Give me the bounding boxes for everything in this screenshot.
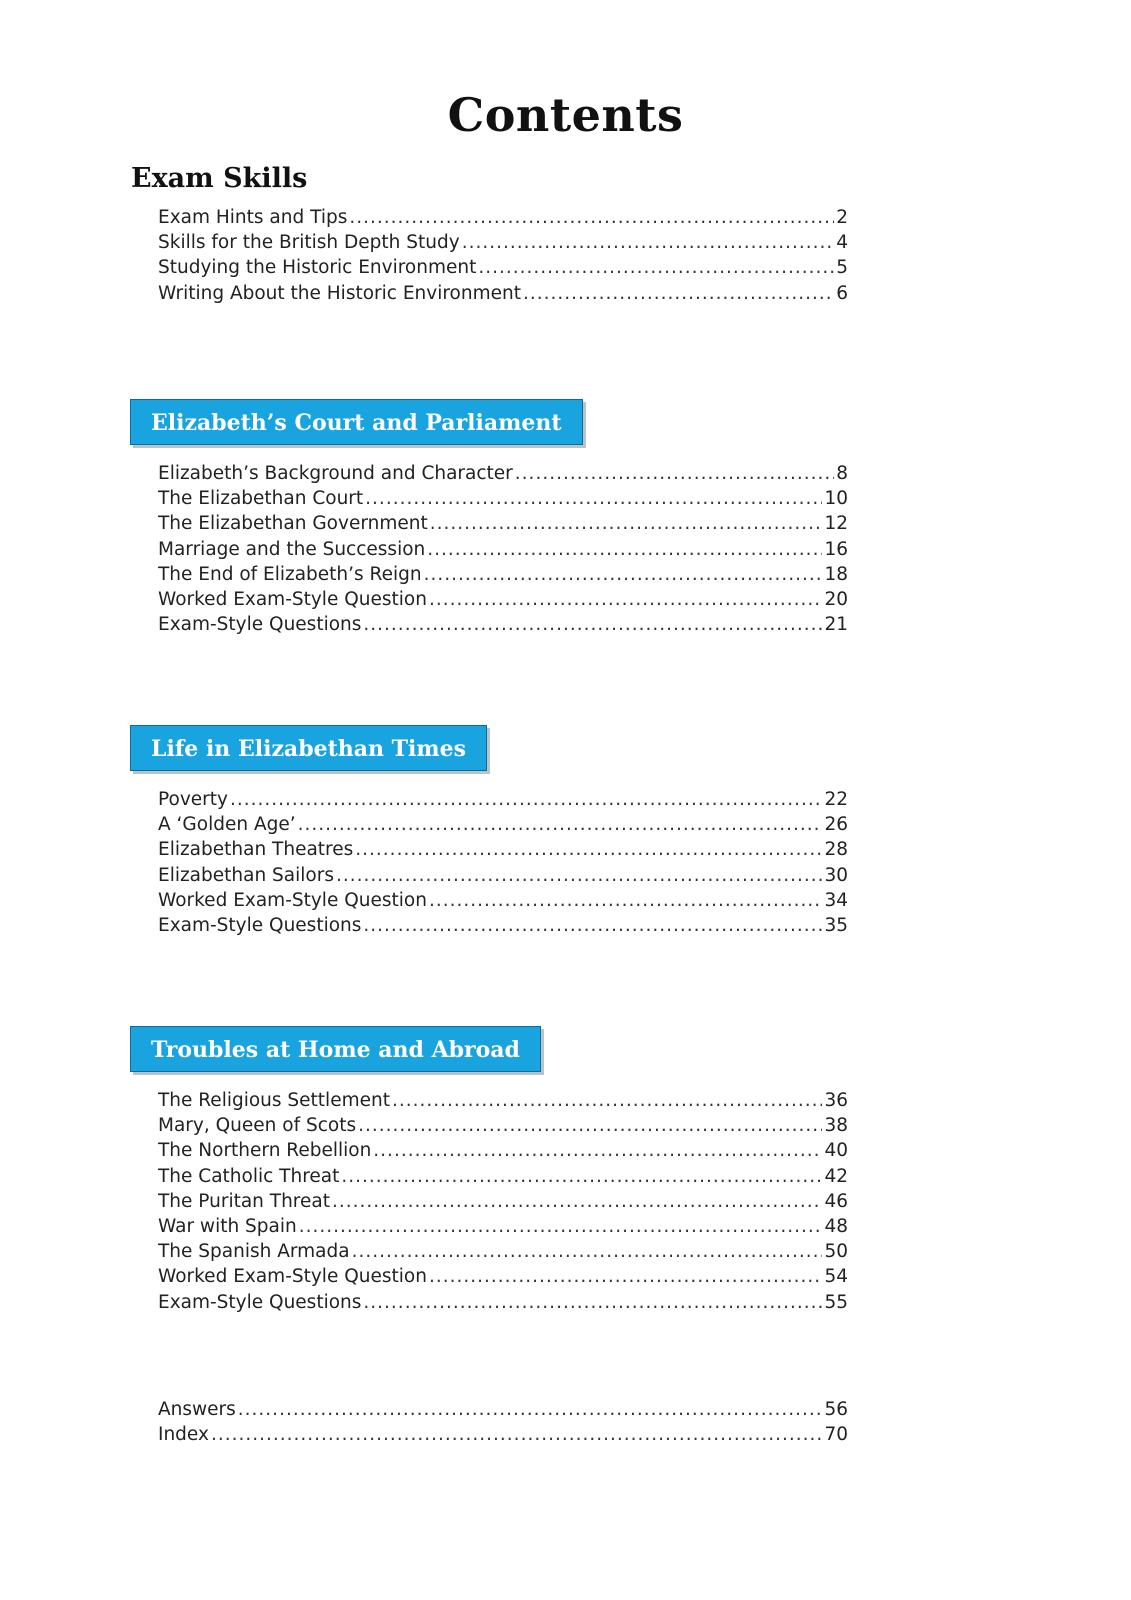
section-banner-court-parliament: Elizabeth’s Court and Parliament xyxy=(130,399,583,445)
dot-leader xyxy=(238,1399,823,1420)
toc-entry-title: War with Spain xyxy=(158,1215,297,1237)
toc-entry-title: The Religious Settlement xyxy=(158,1090,390,1111)
toc-row[interactable] xyxy=(158,915,848,940)
toc-page-number: 38 xyxy=(824,1115,848,1137)
section-heading-exam-skills: Exam Skills xyxy=(131,163,308,194)
toc-row[interactable] xyxy=(158,283,848,308)
dot-leader xyxy=(429,1266,822,1287)
toc-row[interactable] xyxy=(158,839,848,864)
toc-entry-title: Exam-Style Questions xyxy=(158,614,362,636)
toc-row[interactable] xyxy=(158,207,848,232)
toc-row[interactable] xyxy=(158,589,848,614)
toc-row[interactable] xyxy=(158,1241,848,1266)
page-title: Contents xyxy=(447,88,684,142)
toc-row-answers[interactable] xyxy=(158,1399,848,1424)
toc-page-number: 70 xyxy=(824,1424,848,1446)
toc-entry-title: Studying the Historic Environment xyxy=(158,257,477,279)
dot-leader xyxy=(363,614,822,635)
toc-row[interactable] xyxy=(158,232,848,257)
toc-entry-title: The Puritan Threat xyxy=(158,1190,330,1212)
toc-row[interactable] xyxy=(158,539,848,564)
dot-leader xyxy=(332,1191,822,1212)
toc-row[interactable] xyxy=(158,1191,848,1216)
toc-entry-title: The Catholic Threat xyxy=(158,1165,340,1187)
dot-leader xyxy=(299,1216,823,1237)
dot-leader xyxy=(298,814,823,835)
toc-page-number: 42 xyxy=(824,1165,848,1187)
dot-leader xyxy=(478,257,834,278)
dot-leader xyxy=(523,283,834,304)
dot-leader xyxy=(363,1292,822,1313)
toc-row[interactable] xyxy=(158,814,848,839)
toc-list-exam-skills xyxy=(158,207,848,308)
toc-page-number: 48 xyxy=(824,1215,848,1237)
toc-page-number: 50 xyxy=(824,1241,848,1263)
toc-page-number: 28 xyxy=(824,839,848,861)
toc-row[interactable] xyxy=(158,890,848,915)
toc-row[interactable] xyxy=(158,1216,848,1241)
toc-row[interactable] xyxy=(158,1266,848,1291)
toc-page-number: 30 xyxy=(824,864,848,886)
toc-page-number: 22 xyxy=(824,789,848,810)
dot-leader xyxy=(373,1140,822,1161)
toc-row[interactable] xyxy=(158,488,848,513)
toc-row[interactable] xyxy=(158,463,848,488)
toc-entry-title: Worked Exam-Style Question xyxy=(158,588,427,610)
toc-page-number: 12 xyxy=(824,513,848,535)
toc-page-number: 10 xyxy=(824,488,848,510)
toc-entry-title: Exam-Style Questions xyxy=(158,914,362,936)
toc-page-number: 16 xyxy=(824,538,848,560)
dot-leader xyxy=(462,232,835,253)
toc-row[interactable] xyxy=(158,1115,848,1140)
toc-entry-title: The Elizabethan Court xyxy=(158,488,364,510)
toc-entry-title: Worked Exam-Style Question xyxy=(158,1266,427,1288)
dot-leader xyxy=(211,1424,823,1445)
toc-entry-title: A ‘Golden Age’ xyxy=(158,814,296,836)
toc-page-number: 26 xyxy=(824,814,848,836)
toc-entry-title: Answers xyxy=(158,1399,236,1420)
section-banner-life-elizabethan: Life in Elizabethan Times xyxy=(130,725,487,771)
toc-row[interactable] xyxy=(158,1292,848,1317)
dot-leader xyxy=(430,513,823,534)
toc-entry-title: The End of Elizabeth’s Reign xyxy=(158,563,422,585)
toc-list-court-parliament xyxy=(158,463,848,639)
toc-page-number: 20 xyxy=(824,588,848,610)
dot-leader xyxy=(358,1115,822,1136)
toc-row[interactable] xyxy=(158,513,848,538)
toc-entry-title: Exam-Style Questions xyxy=(158,1291,362,1313)
toc-page-number: 56 xyxy=(824,1399,848,1420)
toc-entry-title: Mary, Queen of Scots xyxy=(158,1115,357,1137)
dot-leader xyxy=(352,1241,823,1262)
toc-entry-title: The Spanish Armada xyxy=(158,1241,350,1263)
dot-leader xyxy=(365,488,822,509)
toc-page-number: 35 xyxy=(824,914,848,936)
dot-leader xyxy=(392,1090,822,1111)
toc-page-number: 46 xyxy=(824,1190,848,1212)
toc-list-back-matter xyxy=(158,1399,848,1449)
toc-list-life-elizabethan xyxy=(158,789,848,940)
toc-row[interactable] xyxy=(158,257,848,282)
toc-entry-title: Writing About the Historic Environment xyxy=(158,282,521,304)
toc-entry-title: Worked Exam-Style Question xyxy=(158,889,427,911)
dot-leader xyxy=(230,789,823,810)
toc-page-number: 54 xyxy=(824,1266,848,1288)
toc-entry-title: Elizabethan Theatres xyxy=(158,839,354,861)
toc-list-troubles xyxy=(158,1090,848,1317)
toc-entry-title: Elizabeth’s Background and Character xyxy=(158,463,513,484)
toc-page-number: 4 xyxy=(836,232,848,254)
toc-row[interactable] xyxy=(158,1140,848,1165)
toc-entry-title: Exam Hints and Tips xyxy=(158,207,348,228)
dot-leader xyxy=(363,915,822,936)
dot-leader xyxy=(355,839,822,860)
toc-entry-title: Poverty xyxy=(158,789,228,810)
toc-entry-title: The Northern Rebellion xyxy=(158,1140,372,1162)
toc-row[interactable] xyxy=(158,1166,848,1191)
toc-page-number: 55 xyxy=(824,1291,848,1313)
toc-page-number: 21 xyxy=(824,614,848,636)
toc-page-number: 2 xyxy=(836,207,848,228)
toc-page-number: 6 xyxy=(836,282,848,304)
toc-row[interactable] xyxy=(158,789,848,814)
toc-entry-title: Marriage and the Succession xyxy=(158,538,426,560)
toc-row[interactable] xyxy=(158,614,848,639)
toc-entry-title: The Elizabethan Government xyxy=(158,513,428,535)
toc-row[interactable] xyxy=(158,1090,848,1115)
toc-page-number: 36 xyxy=(824,1090,848,1111)
toc-entry-title: Skills for the British Depth Study xyxy=(158,232,460,254)
dot-leader xyxy=(341,1166,822,1187)
dot-leader xyxy=(515,463,834,484)
toc-page-number: 34 xyxy=(824,889,848,911)
toc-row-index[interactable] xyxy=(158,1424,848,1449)
section-banner-troubles: Troubles at Home and Abroad xyxy=(130,1026,541,1072)
toc-page-number: 5 xyxy=(836,257,848,279)
toc-entry-title: Elizabethan Sailors xyxy=(158,864,334,886)
toc-row[interactable] xyxy=(158,865,848,890)
dot-leader xyxy=(336,865,822,886)
dot-leader xyxy=(429,890,822,911)
dot-leader xyxy=(429,589,822,610)
dot-leader xyxy=(424,564,823,585)
toc-entry-title: Index xyxy=(158,1424,209,1446)
dot-leader xyxy=(349,207,834,228)
dot-leader xyxy=(427,539,822,560)
toc-page-number: 8 xyxy=(836,463,848,484)
toc-page-number: 40 xyxy=(824,1140,848,1162)
toc-page-number: 18 xyxy=(824,563,848,585)
toc-row[interactable] xyxy=(158,564,848,589)
